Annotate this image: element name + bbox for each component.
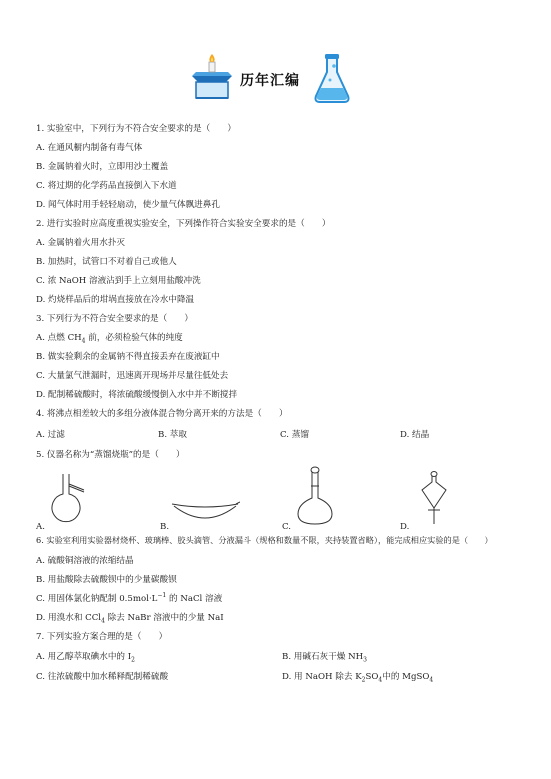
question-5-option-c: C. [282, 466, 342, 532]
question-7-stem: 7. 下列实验方案合理的是（ ） [36, 632, 168, 642]
question-3-option-a: A. 点燃 $CH_4$ 前，必须检验气体的纯度 [36, 333, 183, 345]
question-6-stem: 6. 实验室利用实验器材烧杯、玻璃棒、胶头滴管、分液漏斗（规格和数量不限，夹持装置省略），能完成相应实验的是（ ） [36, 535, 493, 545]
question-3-option-d: D. 配制稀硫酸时，将浓硫酸缓慢倒入水中并不断搅拌 [36, 390, 238, 400]
alcohol-lamp-icon [188, 52, 236, 102]
question-6-option-b: B. 用盐酸除去硫酸钡中的少量碳酸钡 [36, 575, 177, 585]
evaporating-dish-icon [170, 496, 240, 526]
section-title: 历年汇编 [240, 73, 300, 89]
question-3-option-b: B. 做实验剩余的金属钠不得直接丢弃在废液缸中 [36, 352, 220, 362]
question-1-stem: 1. 实验室中，下列行为不符合安全要求的是（ ） [36, 124, 236, 134]
question-4-option-a: A. 过滤 [36, 430, 65, 440]
separatory-funnel-icon [414, 470, 454, 526]
question-2-option-b: B. 加热时，试管口不对着自己或他人 [36, 257, 177, 267]
question-7-option-c: C. 往浓硫酸中加水稀释配制稀硫酸 [36, 672, 169, 682]
question-1-option-d: D. 闻气体时用手轻轻扇动，使少量气体飘进鼻孔 [36, 200, 220, 210]
question-1-option-b: B. 金属钠着火时，立即用沙土覆盖 [36, 162, 169, 172]
question-5-option-b: B. [160, 496, 240, 532]
flask-icon [312, 52, 352, 104]
question-6-option-c: C. 用固体氯化钠配制 $0.5mol\cdot L^{-1}$ 的 NaCl 溶液 [36, 592, 223, 604]
question-3-option-c: C. 大量氯气泄漏时，迅速离开现场并尽量往低处去 [36, 371, 229, 381]
question-4-stem: 4. 将沸点相差较大的多组分液体混合物分离开来的方法是（ ） [36, 409, 288, 419]
question-2-option-d: D. 灼烧样品后的坩埚直接放在冷水中降温 [36, 295, 195, 305]
question-1-option-a: A. 在通风橱内制备有毒气体 [36, 143, 143, 153]
round-flask-icon [36, 472, 96, 526]
question-6-option-a: A. 硫酸铜溶液的浓缩结晶 [36, 556, 134, 566]
question-5-option-d: D. [400, 470, 450, 532]
question-2-option-c: C. 浓 NaOH 溶液沾到手上立刻用盐酸冲洗 [36, 276, 201, 286]
question-7-option-d: D. 用 NaOH 除去 $K_2SO_4$中的 MgSO$_4$ [282, 672, 434, 684]
question-4-option-b: B. 萃取 [158, 430, 187, 440]
volumetric-flask-icon [290, 466, 340, 526]
question-2-option-a: A. 金属钠着火用水扑灭 [36, 238, 126, 248]
question-4-option-d: D. 结晶 [400, 430, 430, 440]
question-4-option-c: C. 蒸馏 [280, 430, 309, 440]
question-2-stem: 2. 进行实验时应高度重视实验安全，下列操作符合实验安全要求的是（ ） [36, 219, 331, 229]
question-5-stem: 5. 仪器名称为“蒸馏烧瓶”的是（ ） [36, 450, 185, 460]
section-header [188, 52, 368, 108]
question-6-option-d: D. 用溴水和 CCl$_4$ 除去 NaBr 溶液中的少量 NaI [36, 613, 224, 625]
question-7-option-a: A. 用乙醇萃取碘水中的 $I_2$ [36, 652, 135, 664]
question-7-option-b: B. 用碱石灰干燥 $NH_3$ [282, 652, 367, 664]
question-1-option-c: C. 将过期的化学药品直接倒入下水道 [36, 181, 177, 191]
question-3-stem: 3. 下列行为不符合安全要求的是（ ） [36, 314, 194, 324]
question-5-option-a: A. [36, 472, 96, 532]
